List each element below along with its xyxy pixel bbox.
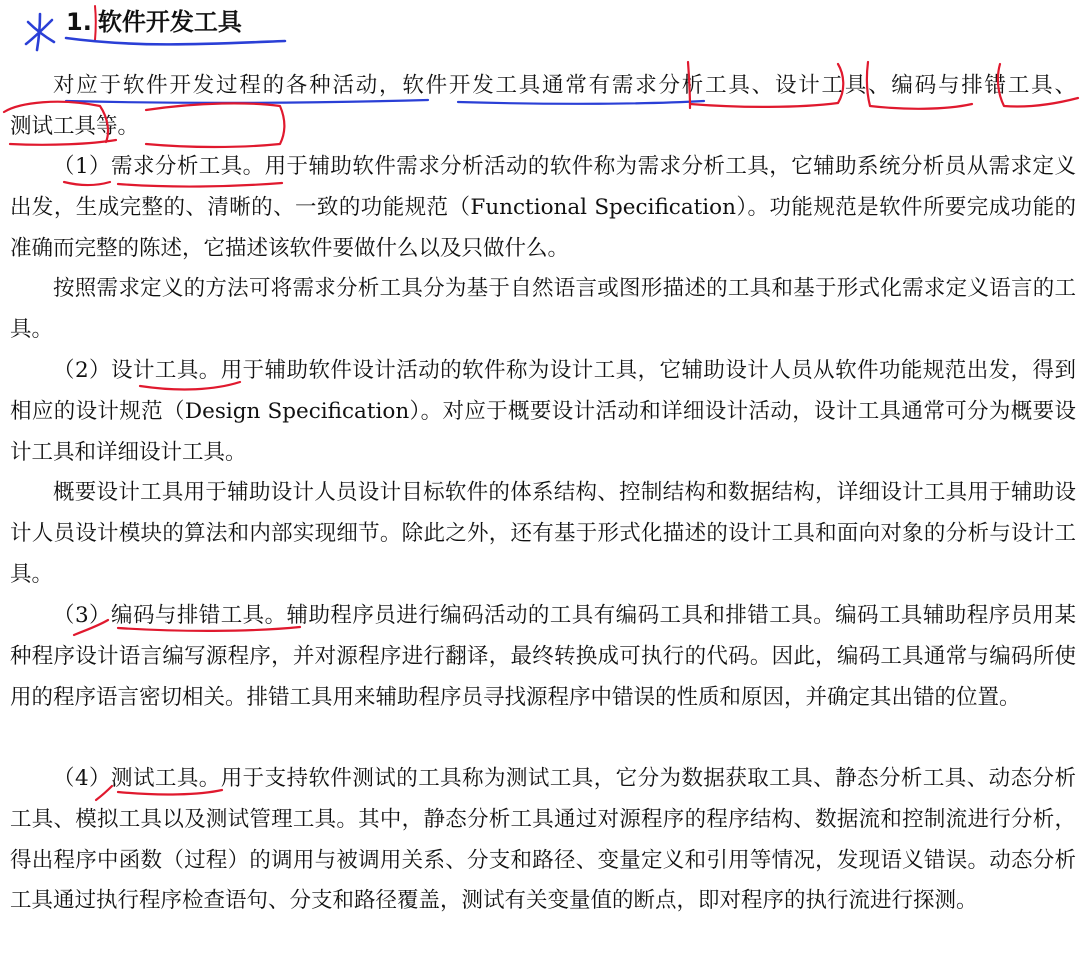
intro-separator: 、 — [751, 73, 775, 98]
intro-term-design: 设计工具 — [774, 73, 869, 98]
intro-term-testing: 测试工具 — [10, 113, 97, 139]
intro-tail: 等。 — [96, 113, 140, 139]
section-1-text: 。用于辅助软件需求分析活动的软件称为需求分析工具，它辅助系统分析员从需求定义出发，生成完整的、清晰的、一致的功能规范（Functional Specification）。功能规范是软件所要完成功能的准确而完整的陈述，它描述该软件要做什么以及只做什么。 — [10, 154, 1076, 261]
section-4-text: 。用于支持软件测试的工具称为测试工具，它分为数据获取工具、静态分析工具、动态分析工具、模拟工具以及测试管理工具。其中，静态分析工具通过对源程序的程序结构、数据流和控制流进行分析，得出程序中函数（过程）的调用与被调用关系、分支和路径、变量定义和引用等情况，发现语义错误。动态分析工具通过执行程序检查语句、分支和路径覆盖，测试有关变量值的断点，即对程序的执行流进行探测。 — [10, 766, 1076, 914]
heading-number: 1. — [66, 8, 92, 36]
intro-term-coding: 编码与排错工具 — [891, 73, 1055, 98]
section-4-number: （4） — [53, 766, 112, 791]
heading-title: 软件开发工具 — [97, 8, 242, 36]
section-4-paragraph — [10, 759, 1076, 922]
section-2-number: （2） — [53, 358, 112, 383]
section-1-term: 需求分析工具 — [111, 154, 243, 179]
intro-separator: 、 — [868, 73, 892, 98]
section-2-extra-paragraph: 概要设计工具用于辅助设计人员设计目标软件的体系结构、控制结构和数据结构，详细设计工具用于辅助设计人员设计模块的算法和内部实现细节。除此之外，还有基于形式化描述的设计工具和面向对象的分析与设计工具。 — [10, 480, 1076, 587]
intro-separator: 、 — [1054, 73, 1076, 98]
section-2-text: 。用于辅助软件设计活动的软件称为设计工具，它辅助设计人员从软件功能规范出发，得到相应的设计规范（Design Specification）。对应于概要设计活动和详细设计活动，设计工具通常可分为概要设计工具和详细设计工具。 — [10, 358, 1076, 465]
section-heading — [66, 2, 242, 42]
section-3-term: 编码与排错工具 — [111, 603, 265, 628]
star-mark-icon — [26, 14, 54, 50]
intro-paragraph — [10, 66, 1076, 148]
section-1-extra-paragraph: 按照需求定义的方法可将需求分析工具分为基于自然语言或图形描述的工具和基于形式化需求定义语言的工具。 — [10, 276, 1076, 342]
section-2-term: 设计工具 — [111, 358, 199, 383]
section-3-number: （3） — [53, 603, 112, 628]
section-1-paragraph — [10, 147, 1076, 269]
section-4-term: 测试工具 — [111, 766, 199, 791]
section-3-paragraph — [10, 596, 1076, 718]
section-1-number: （1） — [53, 154, 112, 179]
intro-term-requirements: 需求分析工具 — [611, 73, 752, 98]
section-3-text: 。辅助程序员进行编码活动的工具有编码工具和排错工具。编码工具辅助程序员用某种程序设计语言编写源程序，并对源程序进行翻译，最终转换成可执行的代码。因此，编码工具通常与编码所使用的程序语言密切相关。排错工具用来辅助程序员寻找源程序中错误的性质和原因，并确定其出错的位置。 — [10, 603, 1076, 710]
intro-lead: 对应于软件开发过程的各种活动，软件开发工具通常有 — [53, 73, 612, 98]
section-2-paragraph — [10, 351, 1076, 473]
